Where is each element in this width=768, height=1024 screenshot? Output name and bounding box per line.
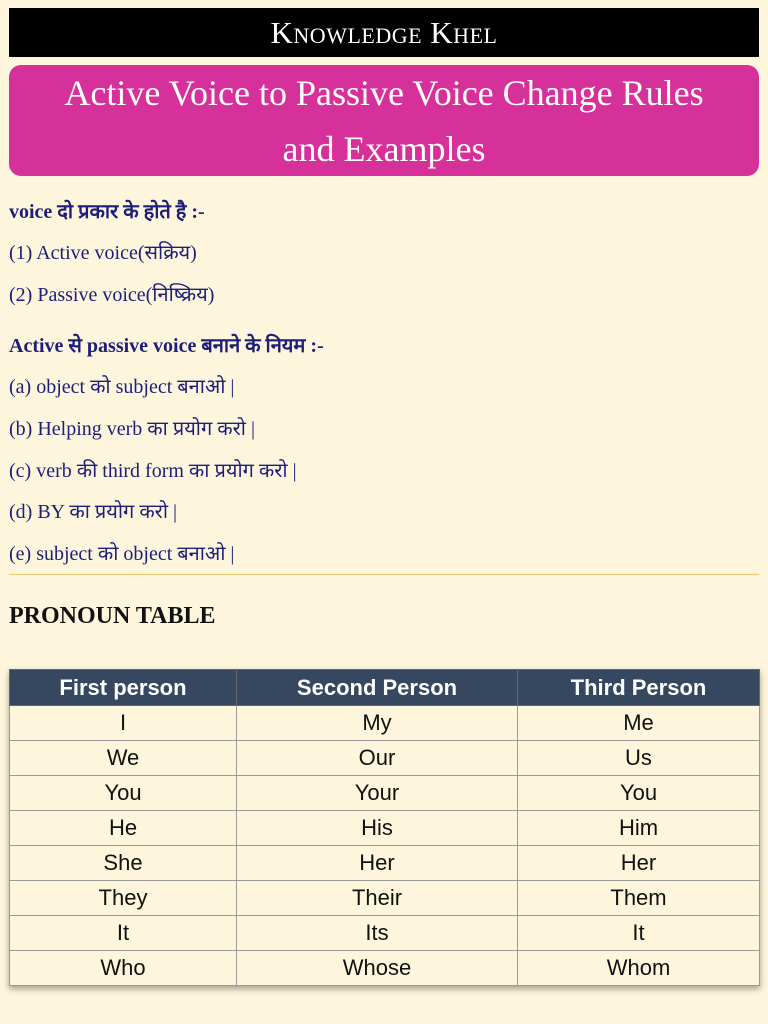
table-cell: I [10,706,237,741]
table-heading: PRONOUN TABLE [9,603,216,629]
table-cell: You [10,776,237,811]
column-header-third-person: Third Person [518,670,760,706]
column-header-second-person: Second Person [237,670,518,706]
table-cell: He [10,811,237,846]
rule-item: (2) Passive voice(निष्क्रिय) [9,284,215,306]
table-cell: It [518,916,760,951]
table-row [10,916,760,951]
article-title-box [9,65,759,176]
site-title[interactable]: Knowledge Khel [270,14,498,50]
table-row [10,776,760,811]
site-header [9,8,759,57]
table-cell: Us [518,741,760,776]
rule-item: (b) Helping verb का प्रयोग करो | [9,418,255,440]
table-row [10,811,760,846]
table-cell: Whose [237,951,518,986]
table-cell: Our [237,741,518,776]
table-cell: Their [237,881,518,916]
section-divider [9,574,759,575]
table-header-row [10,670,760,706]
table-cell: Who [10,951,237,986]
table-cell: Them [518,881,760,916]
rule-item: (e) subject को object बनाओ | [9,543,235,565]
table-cell: Him [518,811,760,846]
table-cell: His [237,811,518,846]
table-cell: Her [518,846,760,881]
section-heading: Active से passive voice बनाने के नियम :- [9,335,324,357]
table-row [10,706,760,741]
rule-item: (d) BY का प्रयोग करो | [9,501,178,523]
table-row [10,881,760,916]
table-cell: Her [237,846,518,881]
pronoun-table [9,669,760,986]
table-cell: My [237,706,518,741]
table-cell: Its [237,916,518,951]
table-cell: Whom [518,951,760,986]
table-cell: Your [237,776,518,811]
article-title-line-2: and Examples [282,128,486,169]
table-cell: You [518,776,760,811]
table-cell: Me [518,706,760,741]
table-cell: They [10,881,237,916]
rule-item: (c) verb की third form का प्रयोग करो | [9,460,297,482]
rule-item: (1) Active voice(सक्रिय) [9,242,197,264]
table-cell: She [10,846,237,881]
article-title-line-1: Active Voice to Passive Voice Change Rules [64,72,704,113]
table-row [10,846,760,881]
rule-item: (a) object को subject बनाओ | [9,376,235,398]
table-row [10,741,760,776]
table-cell: We [10,741,237,776]
section-heading: voice दो प्रकार के होते है :- [9,201,205,223]
column-header-first-person: First person [10,670,237,706]
table-row [10,951,760,986]
table-cell: It [10,916,237,951]
